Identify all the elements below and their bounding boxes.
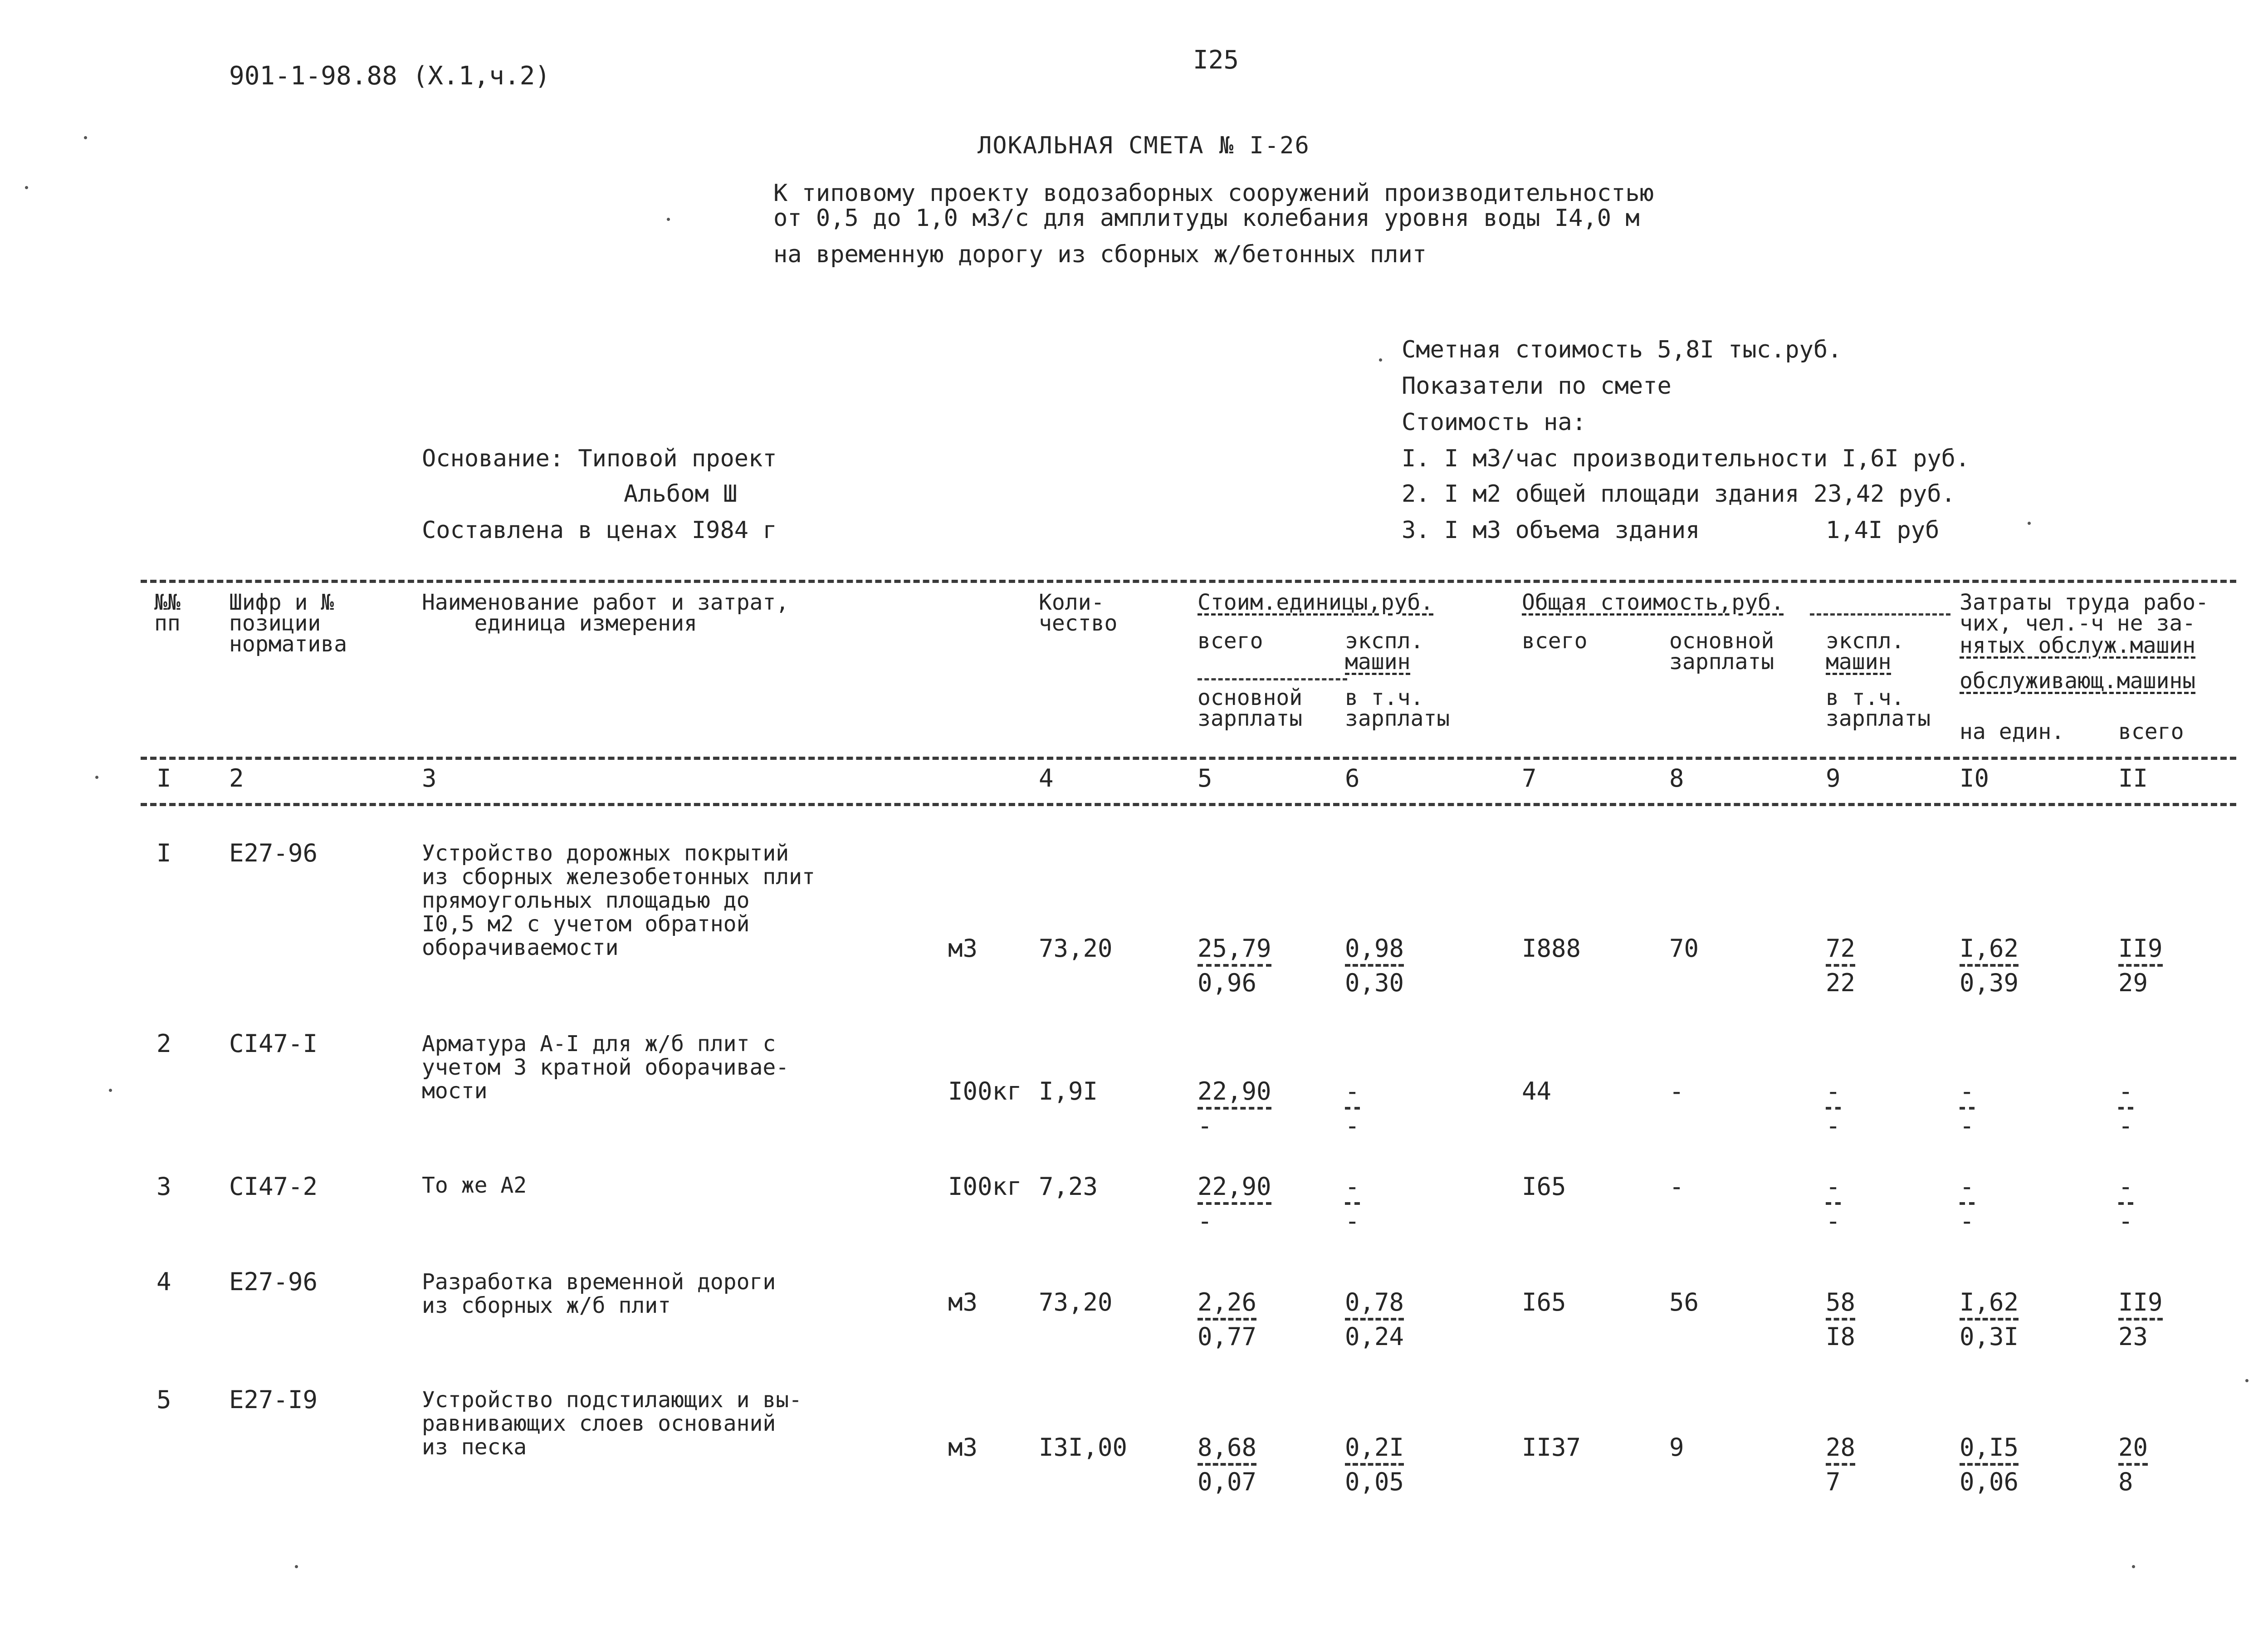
- row-1-name: Устройство дорожных покрытий из сборных железобетонных плит прямоугольных площадью до I0,5 м2 с учетом обратной оборачиваемости: [422, 841, 815, 960]
- estimate-title: ЛОКАЛЬНАЯ СМЕТА № I-26: [978, 132, 1310, 159]
- row-4-number: 4: [156, 1267, 171, 1296]
- page-number: I25: [1193, 45, 1239, 75]
- row-4-c8: 56: [1669, 1288, 1699, 1316]
- basis-line-1: Основание: Типовой проект: [422, 445, 777, 472]
- row-3-c9: [1826, 1172, 1841, 1235]
- row-4-quantity: 73,20: [1039, 1288, 1113, 1316]
- row-3-c11: [2118, 1172, 2133, 1235]
- indicator-3-value: 1,4I руб: [1826, 517, 1940, 544]
- row-5-number: 5: [156, 1385, 171, 1414]
- row-3-name: То же А2: [422, 1173, 527, 1198]
- column-number-8: 8: [1669, 764, 1684, 793]
- row-2-c6: [1345, 1077, 1360, 1140]
- row-1-c5: [1198, 934, 1271, 997]
- row-5-c6-wage: 0,05: [1345, 1468, 1404, 1496]
- column-number-4: 4: [1039, 764, 1054, 793]
- header-labor-sub-1: нятых обслуж.машин: [1960, 633, 2196, 658]
- row-4-c10-machine: 0,3I: [1960, 1322, 2019, 1351]
- row-3-c6-wage: -: [1345, 1207, 1360, 1235]
- row-2-unit: I00кг: [948, 1077, 1022, 1106]
- column-number-9: 9: [1826, 764, 1841, 793]
- row-3-c10-unit: -: [1960, 1175, 1975, 1205]
- row-5-c9-wage: 7: [1826, 1468, 1841, 1496]
- column-number-3: 3: [422, 764, 437, 793]
- document-code: 901-1-98.88 (Х.1,ч.2): [229, 61, 551, 91]
- row-3-c9-machines: -: [1826, 1175, 1841, 1205]
- row-5-c7: II37: [1522, 1433, 1581, 1462]
- row-2-name: Арматура А-I для ж/б плит с учетом 3 кратной оборачивае- мости: [422, 1031, 789, 1104]
- row-1-c9-wage: 22: [1826, 969, 1856, 997]
- header-work-name: Наименование работ и затрат, единица измерения: [422, 590, 789, 636]
- row-3-c8: -: [1669, 1172, 1684, 1201]
- row-1-c11: [2118, 934, 2163, 997]
- column-number-5: 5: [1198, 764, 1212, 793]
- row-1-c10-machine: 0,39: [1960, 969, 2019, 997]
- row-1-unit: м3: [948, 934, 978, 963]
- scan-speck: [25, 186, 28, 189]
- row-4-c6-machines: 0,78: [1345, 1291, 1404, 1321]
- row-4-code: Е27-96: [229, 1267, 318, 1296]
- row-5-c11-total: 20: [2118, 1436, 2148, 1466]
- row-3-c5-total: 22,90: [1198, 1175, 1271, 1205]
- row-1-quantity: 73,20: [1039, 934, 1113, 963]
- row-5-quantity: I3I,00: [1039, 1433, 1128, 1462]
- row-2-c10-unit: -: [1960, 1080, 1975, 1110]
- indicator-2: 2. I м2 общей площади здания 23,42 руб.: [1402, 480, 1955, 508]
- column-number-bottom-rule: [141, 803, 2236, 806]
- row-4-c9-wage: I8: [1826, 1322, 1856, 1351]
- scan-speck: [2245, 1379, 2248, 1382]
- row-5-c6: [1345, 1433, 1404, 1496]
- row-5-c9-machines: 28: [1826, 1436, 1855, 1466]
- row-1-c10: [1960, 934, 2019, 997]
- header-c11: всего: [2118, 719, 2184, 744]
- row-5-name: Устройство подстилающих и вы- равнивающих слоев оснований из песка: [422, 1387, 802, 1460]
- row-2-c6-machines: -: [1345, 1080, 1360, 1110]
- row-2-c6-wage: -: [1345, 1111, 1360, 1140]
- row-1-number: I: [156, 839, 171, 867]
- row-4-c10: [1960, 1288, 2019, 1351]
- row-3-unit: I00кг: [948, 1172, 1022, 1201]
- scan-speck: [295, 1565, 298, 1568]
- indicator-3-label: 3. I м3 объема здания: [1402, 517, 1700, 544]
- row-5-c8: 9: [1669, 1433, 1684, 1462]
- row-1-c9-machines: 72: [1826, 937, 1855, 967]
- row-4-c5-wage: 0,77: [1198, 1322, 1257, 1351]
- row-2-c9-machines: -: [1826, 1080, 1841, 1110]
- scan-speck: [1379, 358, 1382, 362]
- row-3-c5-wage: -: [1198, 1207, 1212, 1235]
- header-c5-top: всего: [1198, 628, 1263, 654]
- row-3-code: СI47-2: [229, 1172, 318, 1201]
- row-3-c11-machine: -: [2118, 1207, 2133, 1235]
- row-4-c6: [1345, 1288, 1404, 1351]
- scan-speck: [95, 776, 98, 779]
- row-5-unit: м3: [948, 1433, 978, 1462]
- row-2-c10: [1960, 1077, 1975, 1140]
- row-1-code: Е27-96: [229, 839, 318, 867]
- row-4-c9-machines: 58: [1826, 1291, 1855, 1321]
- column-number-10: I0: [1960, 764, 1989, 793]
- row-4-c7: I65: [1522, 1288, 1566, 1316]
- row-4-c5-total: 2,26: [1198, 1291, 1256, 1321]
- row-2-c7: 44: [1522, 1077, 1552, 1106]
- row-2-c9: [1826, 1077, 1841, 1140]
- row-3-quantity: 7,23: [1039, 1172, 1098, 1201]
- row-4-c10-unit: I,62: [1960, 1291, 2019, 1321]
- row-1-c10-unit: I,62: [1960, 937, 2019, 967]
- row-5-c10-unit: 0,I5: [1960, 1436, 2019, 1466]
- c5-header-rule: [1198, 678, 1347, 680]
- row-3-c11-total: -: [2118, 1175, 2133, 1205]
- row-1-c6: [1345, 934, 1404, 997]
- basis-line-3: Составлена в ценах I984 г: [422, 517, 777, 544]
- row-2-quantity: I,9I: [1039, 1077, 1098, 1106]
- row-3-c10: [1960, 1172, 1975, 1235]
- header-c8: основной зарплаты: [1669, 628, 1774, 675]
- row-4-name: Разработка временной дороги из сборных ж/б плит: [422, 1269, 776, 1318]
- row-5-c10-machine: 0,06: [1960, 1468, 2019, 1496]
- row-2-c5-total: 22,90: [1198, 1080, 1271, 1110]
- row-2-c11-machine: -: [2118, 1111, 2133, 1140]
- header-labor-sub-2: обслуживающ.машины: [1960, 668, 2196, 694]
- header-quantity: Коли- чество: [1039, 590, 1118, 636]
- subtitle-line-3: на временную дорогу из сборных ж/бетонных плит: [773, 241, 1427, 268]
- row-2-c8: -: [1669, 1077, 1684, 1106]
- header-c6-top-2: машин: [1345, 649, 1411, 675]
- header-c9-bottom: в т.ч. зарплаты: [1826, 685, 1931, 731]
- cost-per-heading: Стоимость на:: [1402, 409, 1586, 436]
- row-2-c11-total: -: [2118, 1080, 2133, 1110]
- header-unit-cost-group: Стоим.единицы,руб.: [1198, 590, 1434, 615]
- row-1-c5-total: 25,79: [1198, 937, 1271, 967]
- row-2-c9-wage: -: [1826, 1111, 1841, 1140]
- row-4-c9: [1826, 1288, 1856, 1351]
- indicator-1: I. I м3/час производительности I,6I руб.: [1402, 445, 1970, 472]
- header-c10: на един.: [1960, 719, 2065, 744]
- estimated-cost: Сметная стоимость 5,8I тыс.руб.: [1402, 336, 1842, 363]
- row-4-c11-machine: 23: [2118, 1322, 2148, 1351]
- column-number-7: 7: [1522, 764, 1537, 793]
- row-1-c5-wage: 0,96: [1198, 969, 1257, 997]
- scan-speck: [2132, 1565, 2135, 1568]
- row-4-unit: м3: [948, 1288, 978, 1316]
- row-1-c11-machine: 29: [2118, 969, 2148, 997]
- row-3-c6: [1345, 1172, 1360, 1235]
- row-5-c10: [1960, 1433, 2019, 1496]
- row-5-c6-machines: 0,2I: [1345, 1436, 1404, 1466]
- row-1-c6-machines: 0,98: [1345, 937, 1404, 967]
- header-code: Шифр и № позиции норматива: [229, 590, 347, 657]
- row-1-c9: [1826, 934, 1856, 997]
- row-4-c5: [1198, 1288, 1257, 1351]
- subtitle-line-2: от 0,5 до 1,0 м3/с для амплитуды колебания уровня воды I4,0 м: [773, 205, 1640, 232]
- header-c6-top: экспл.: [1345, 628, 1424, 654]
- row-2-code: СI47-I: [229, 1029, 318, 1058]
- header-c7: всего: [1522, 628, 1588, 654]
- row-1-c8: 70: [1669, 934, 1699, 963]
- row-2-c10-machine: -: [1960, 1111, 1975, 1140]
- table-top-rule: [141, 580, 2236, 583]
- indicators-heading: Показатели по смете: [1402, 372, 1672, 400]
- row-2-number: 2: [156, 1029, 171, 1058]
- row-5-c5: [1198, 1433, 1257, 1496]
- row-4-c11: [2118, 1288, 2163, 1351]
- row-3-c6-machines: -: [1345, 1175, 1360, 1205]
- header-total-cost-group: Общая стоимость,руб.: [1522, 590, 1784, 615]
- row-5-c5-wage: 0,07: [1198, 1468, 1257, 1496]
- row-2-c5-wage: -: [1198, 1111, 1212, 1140]
- column-number-11: II: [2118, 764, 2148, 793]
- scan-speck: [109, 1089, 112, 1092]
- scan-speck: [667, 218, 670, 221]
- column-number-1: I: [156, 764, 171, 793]
- basis-line-2: Альбом Ш: [624, 480, 738, 508]
- row-5-c11-machine: 8: [2118, 1468, 2133, 1496]
- row-3-c7: I65: [1522, 1172, 1566, 1201]
- column-number-2: 2: [229, 764, 244, 793]
- scan-speck: [2028, 522, 2031, 525]
- row-1-c7: I888: [1522, 934, 1581, 963]
- row-4-c6-wage: 0,24: [1345, 1322, 1404, 1351]
- header-c9-top: экспл.: [1826, 628, 1905, 654]
- row-5-c9: [1826, 1433, 1856, 1496]
- row-4-c11-total: II9: [2118, 1291, 2163, 1321]
- row-3-c9-wage: -: [1826, 1207, 1841, 1235]
- row-2-c11: [2118, 1077, 2133, 1140]
- total-cost-group-rule: [1810, 613, 1950, 616]
- column-number-6: 6: [1345, 764, 1360, 793]
- row-2-c5: [1198, 1077, 1271, 1140]
- row-1-c11-total: II9: [2118, 937, 2163, 967]
- header-c9-top-2: машин: [1826, 649, 1892, 675]
- row-5-code: Е27-I9: [229, 1385, 318, 1414]
- header-c5-bottom: основной зарплаты: [1198, 685, 1303, 731]
- header-labor-group: Затраты труда рабо- чих, чел.-ч не за-: [1960, 590, 2209, 636]
- row-1-c6-wage: 0,30: [1345, 969, 1404, 997]
- row-3-number: 3: [156, 1172, 171, 1201]
- scan-speck: [84, 136, 87, 139]
- row-3-c5: [1198, 1172, 1271, 1235]
- header-c6-bottom: в т.ч. зарплаты: [1345, 685, 1450, 731]
- header-bottom-rule: [141, 757, 2236, 760]
- subtitle-line-1: К типовому проекту водозаборных сооружений производительностью: [773, 180, 1654, 207]
- row-5-c11: [2118, 1433, 2148, 1496]
- header-row-number: №№ пп: [154, 590, 181, 636]
- row-3-c10-machine: -: [1960, 1207, 1975, 1235]
- row-5-c5-total: 8,68: [1198, 1436, 1256, 1466]
